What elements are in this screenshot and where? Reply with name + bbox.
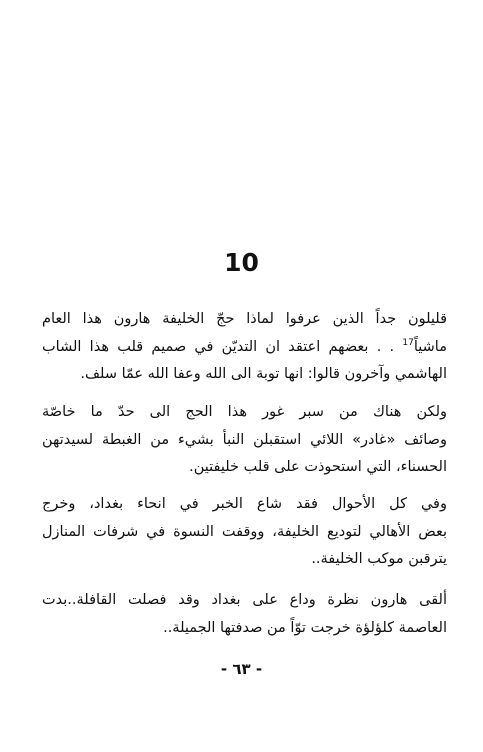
paragraph-4-line-2: العاصمة كلؤلؤة خرجت توّاً من صدفتها الجميلة.. [163, 619, 447, 636]
paragraph-2-line-1: ولكن هناك من سبر غور هذا الحج الى حدّ ما خاصّة [42, 404, 447, 420]
paragraph-2 [42, 399, 447, 482]
paragraph-3-line-2: بعض الأهالي لتوديع الخليفة، ووقفت النسوة في شرفات المنازل [42, 523, 447, 540]
paragraph-2-line-2: وصائف «غادر» اللائي استقبلن النبأ بشيء من الغبطة لسيدتهن [42, 431, 447, 448]
paragraph-1-line-2-start: ماشياً [413, 338, 447, 355]
paragraph-1-line-1: قليلون جداً الذين عرفوا لماذا حجّ الخليفة هارون هذا العام [42, 311, 447, 327]
paragraph-3-line-3: يترقبن موكب الخليفة.. [311, 551, 447, 567]
paragraph-1-line-3: الهاشمي وآخرون قالوا: انها توبة الى الله وعفا الله عمّا سلف. [80, 366, 447, 382]
paragraph-1-line-2-rest: . . بعضهم اعتقد ان التديّن في صميم قلب هذا الشاب [42, 338, 395, 355]
footnote-marker: 17 [402, 337, 414, 348]
paragraph-4 [42, 587, 447, 642]
paragraph-2-line-3: الحسناء، التي استحوذت على قلب خليفتين. [189, 459, 447, 475]
paragraph-4-line-1: ألقى هارون نظرة وداع على بغداد وقد فصلت القافلة..بدت [42, 592, 447, 608]
paragraph-3-line-1: وفي كل الأحوال فقد شاع الخبر في انحاء بغداد، وخرج [42, 496, 447, 512]
chapter-number: 10 [224, 248, 259, 277]
paragraph-1 [42, 306, 447, 389]
page-number: - ٦٣ - [220, 660, 263, 678]
paragraph-1-line-2 [42, 334, 447, 362]
paragraph-3 [42, 491, 447, 574]
